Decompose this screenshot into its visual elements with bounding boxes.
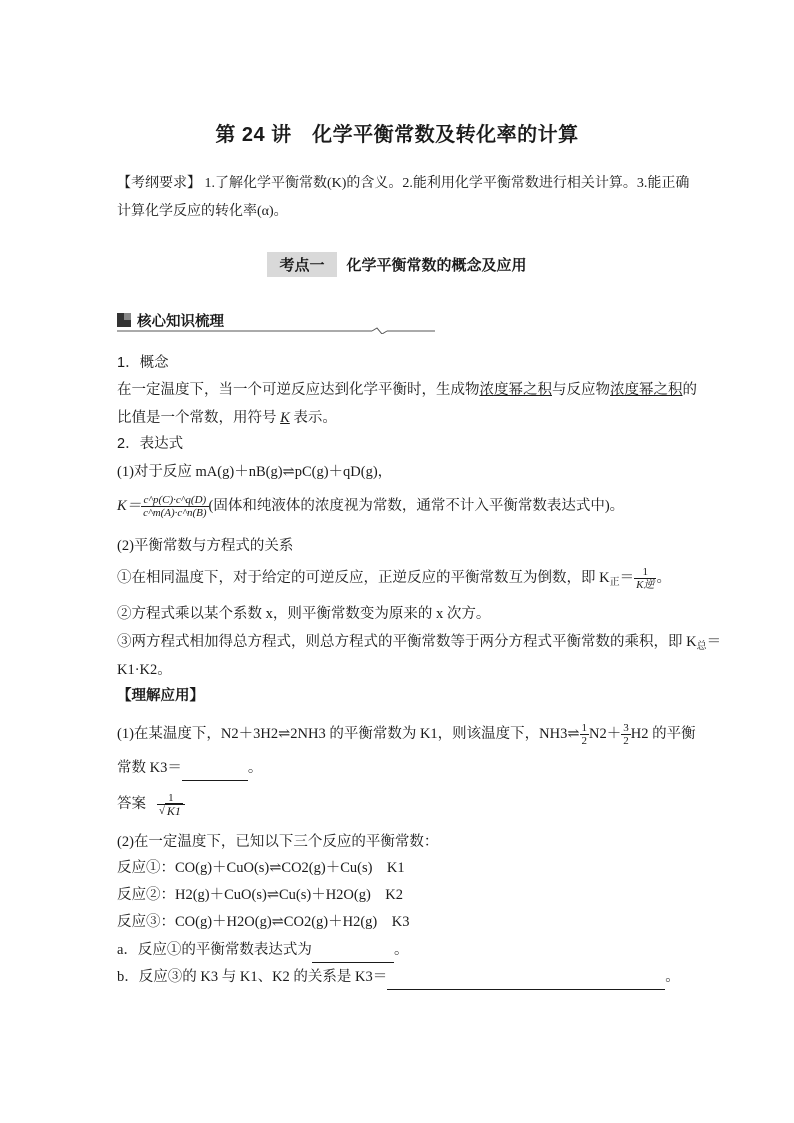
point1-sub: 正 <box>609 576 620 588</box>
section-heading-text: 核心知识梳理 <box>137 314 224 330</box>
exam-requirements-line1 <box>117 174 689 194</box>
k-numerator: c^p(C)·c^q(D) <box>141 494 208 507</box>
q2a-end: 。 <box>393 942 409 958</box>
topic-title: 化学平衡常数的概念及应用 <box>346 257 527 274</box>
q1-text-b: 2NH3 的平衡常数为 K1，则该温度下，NH3 <box>290 725 568 742</box>
requirements-tag: 【考纲要求】 <box>117 176 201 191</box>
k-denominator: c^m(A)·c^n(B) <box>143 507 207 519</box>
reaction-3: 反应③：CO(g)＋H2O(g)⇌CO2(g)＋H2(g) K3 <box>117 914 410 930</box>
expression-item2: (2)平衡常数与方程式的关系 <box>117 538 294 554</box>
k-expression-line <box>117 494 624 519</box>
reaction-right: pC(g)＋qD(g)， <box>294 464 393 480</box>
concept-underline-2: 浓度幂之积 <box>610 382 683 398</box>
answer-num: 1 <box>157 792 185 805</box>
point3-sub: 总 <box>696 641 707 652</box>
concept-text-e: 表示。 <box>289 410 337 426</box>
point3-text: ③两方程式相加得总方程式，则总方程式的平衡常数等于两分方程式平衡常数的乘积，即 K <box>117 634 697 650</box>
question1-line1 <box>117 722 696 747</box>
q1-text-a: (1)在某温度下，N2＋3H2 <box>117 725 279 742</box>
point1-num: 1 <box>634 566 656 579</box>
topic-heading <box>0 252 794 277</box>
point1-eq: ＝ <box>619 569 635 586</box>
point1-fraction <box>634 566 656 591</box>
relation-point1 <box>117 566 671 593</box>
concept-heading: 1．概念 <box>117 355 169 371</box>
concept-underline-1: 浓度幂之积 <box>479 382 552 398</box>
q2a-answer-blank[interactable] <box>312 942 394 963</box>
reaction-1: 反应①：CO(g)＋CuO(s)⇌CO2(g)＋Cu(s) K1 <box>117 860 405 876</box>
exam-requirements-line2: 计算化学反应的转化率(α)。 <box>117 204 288 219</box>
concept-text-b: 与反应物 <box>552 382 610 398</box>
question2b <box>117 967 680 990</box>
equilibrium-arrow-icon: ⇌ <box>567 725 580 742</box>
q1-line2-end: 。 <box>247 760 263 776</box>
relation-point3 <box>117 632 721 657</box>
q1-text-d: H2 的平衡 <box>630 725 696 742</box>
concept-text-d: 比值是一个常数，用符号 <box>117 410 281 426</box>
point3-eq: ＝ <box>706 634 722 650</box>
point1-end: 。 <box>656 569 671 586</box>
q2a-text: a．反应①的平衡常数表达式为 <box>117 942 312 958</box>
answer-root: K1 <box>166 804 181 819</box>
point1-den: K逆 <box>636 579 655 591</box>
expression-heading: 2．表达式 <box>117 436 184 452</box>
section-square-icon <box>117 313 131 327</box>
relation-point3-cont: K1·K2。 <box>117 662 172 678</box>
reaction-left: (1)对于反应 mA(g)＋nB(g) <box>117 464 283 480</box>
q2b-text: b．反应③的 K3 与 K1、K2 的关系是 K3＝ <box>117 969 388 985</box>
answer-den: √ K1 <box>158 804 181 819</box>
point1-text: ①在相同温度下，对于给定的可逆反应，正逆反应的平衡常数互为倒数，即 K <box>117 569 610 586</box>
concept-line2 <box>117 408 337 428</box>
q1-fraction-2 <box>621 722 631 747</box>
concept-line1 <box>117 380 697 400</box>
page-title: 第 24 讲 化学平衡常数及转化率的计算 <box>215 124 579 146</box>
answer-fraction <box>157 792 185 817</box>
q1-answer-blank[interactable] <box>182 760 248 781</box>
topic-badge: 考点一 <box>267 252 336 277</box>
expression-item1 <box>117 462 392 482</box>
application-heading: 【理解应用】 <box>117 688 204 704</box>
equilibrium-arrow-icon: ⇌ <box>278 725 291 742</box>
concept-symbol-k: K <box>280 410 290 426</box>
q1-f1-den: 2 <box>581 735 588 747</box>
q2b-end: 。 <box>665 969 680 985</box>
answer-label: 答案 <box>117 796 146 813</box>
k-fraction <box>141 494 208 519</box>
section-divider <box>117 326 435 334</box>
reaction-2: 反应②：H2(g)＋CuO(s)⇌Cu(s)＋H2O(g) K2 <box>117 887 404 903</box>
concept-text-c: 的 <box>682 382 697 398</box>
q1-line2-text: 常数 K3＝ <box>117 760 182 776</box>
equilibrium-arrow-icon: ⇌ <box>282 464 295 480</box>
q1-text-c: N2＋ <box>589 725 622 742</box>
q1-fraction-1 <box>580 722 590 747</box>
q1-f2-den: 2 <box>623 735 629 747</box>
relation-point2: ②方程式乘以某个系数 x，则平衡常数变为原来的 x 次方。 <box>117 606 491 622</box>
requirements-text1: 1.了解化学平衡常数(K)的含义。2.能利用化学平衡常数进行相关计算。3.能正确 <box>201 176 690 191</box>
question2a <box>117 940 408 963</box>
q2b-answer-blank[interactable] <box>387 969 665 990</box>
q1-f1-num: 1 <box>581 722 588 734</box>
concept-text-a: 在一定温度下，当一个可逆反应达到化学平衡时，生成物 <box>117 382 480 398</box>
answer-line <box>117 792 185 817</box>
k-label: K＝ <box>117 497 142 514</box>
question2: (2)在一定温度下，已知以下三个反应的平衡常数： <box>117 834 439 850</box>
question1-line2 <box>117 758 262 781</box>
q1-f2-num: 3 <box>623 722 629 734</box>
k-note: (固体和纯液体的浓度视为常数，通常不计入平衡常数表达式中)。 <box>208 497 625 514</box>
